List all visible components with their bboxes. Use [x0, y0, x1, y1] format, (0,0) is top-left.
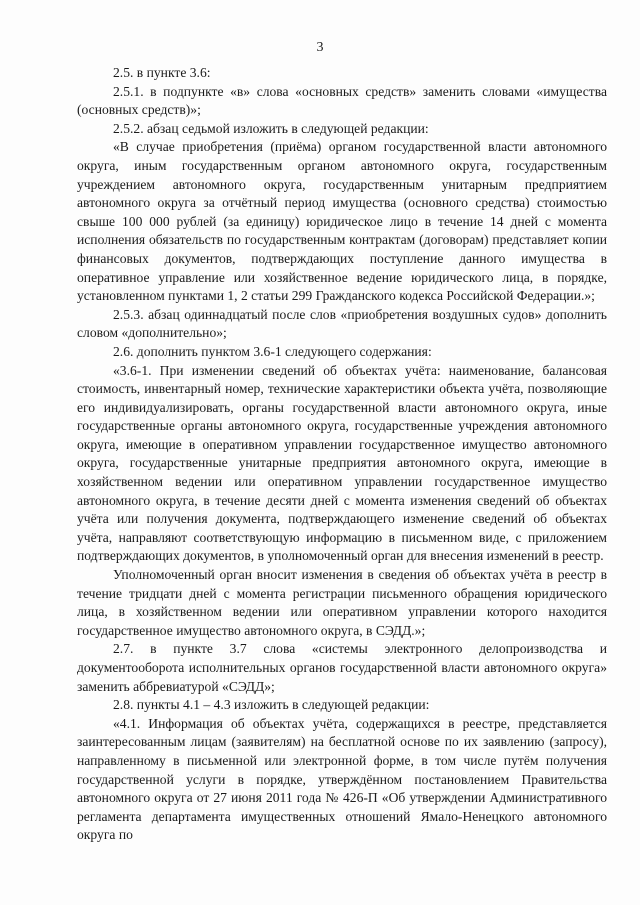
paragraph: 2.6. дополнить пунктом 3.6-1 следующего содержания:: [113, 343, 432, 359]
paragraph: 2.8. пункты 4.1 – 4.3 изложить в следующей редакции:: [113, 697, 430, 713]
paragraph: 2.7. в пункте 3.7 слова «системы электронного делопроизводства и документооборота исполнительных органов государственной власти автономного округа» заменить аббревиатурой «СЭДД»;: [77, 641, 607, 694]
paragraph: «3.6-1. При изменении сведений об объектах учёта: наименование, балансовая стоимость, инвентарный номер, технические характеристики объекта учёта, позволяющие его индивидуализировать, органы государственной власти автономного округа, иные государственные органы автономного округа, государственные учреждения автономного округа, имеющие в оперативном управлении государственное имущество автономного округа, государственные унитарные предприятия автономного округа, имеющие в хозяйственном ведении или оперативном управлении государственное имущество автономного округа, в течение десяти дней с момента изменения сведений об объектах учёта или получения документа, подтверждающего изменение сведений об объектах учёта, направляют соответствующую информацию в письменном виде, с приложением подтверждающих документов, в уполномоченный орган для внесения изменений в реестр.: [77, 362, 607, 564]
paragraph: 2.5. в пункте 3.6:: [113, 65, 211, 80]
paragraph: 2.5.1. в подпункте «в» слова «основных средств» заменить словами «имущества (основных средств)»;: [77, 83, 607, 118]
document-body: [77, 64, 607, 845]
paragraph: «4.1. Информация об объектах учёта, содержащихся в реестре, представляется заинтересованным лицам (заявителям) на бесплатной основе по их заявлению (запросу), направленному в письменной или электронной форме, в том числе путём получения государственной услуги в порядке, утверждённом постановлением Правительства автономного округа от 27 июня 2011 года № 426-П «Об утверждении Административного регламента департамента имущественных отношений Ямало-Ненецкого автономного округа по: [77, 715, 607, 843]
paragraph: 2.5.3. абзац одиннадцатый после слов «приобретения воздушных судов» дополнить словом «дополнительно»;: [77, 306, 607, 341]
paragraph: 2.5.2. абзац седьмой изложить в следующей редакции:: [113, 120, 429, 136]
page-number: 3: [316, 40, 324, 55]
paragraph: Уполномоченный орган вносит изменения в сведения об объектах учёта в реестр в течение тридцати дней с момента регистрации письменного обращения юридического лица, в хозяйственном ведении или оперативном управлении которого находится государственное имущество автономного округа, в СЭДД.»;: [77, 567, 607, 638]
paragraph: «В случае приобретения (приёма) органом государственной власти автономного округа, иным государственным органом автономного округа, государственным учреждением автономного округа, государственным унитарным предприятием автономного округа за отчётный период имущества (основного средства) стоимостью свыше 100 000 рублей (за единицу) юридическое лицо в течение 14 дней с момента исполнения обязательств по государственным контрактам (договорам) представляет копии финансовых документов, подтверждающих поступление данного имущества в оперативное управление или хозяйственное ведение юридического лица, в порядке, установленном пунктами 1, 2 статьи 299 Гражданского кодекса Российской Федерации.»;: [77, 139, 607, 304]
